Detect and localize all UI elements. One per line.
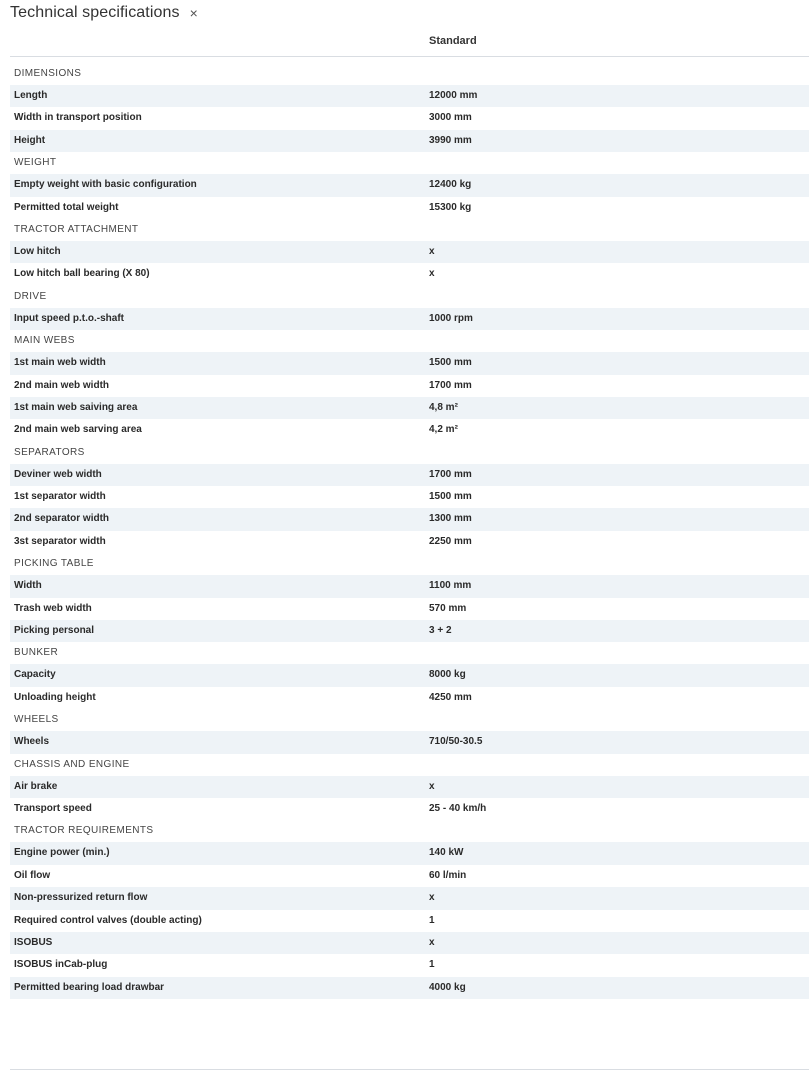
spec-label: Empty weight with basic configuration bbox=[14, 179, 197, 191]
spec-row bbox=[10, 598, 809, 620]
spec-label: Deviner web width bbox=[14, 468, 102, 480]
spec-value: 1100 mm bbox=[429, 580, 472, 592]
spec-row bbox=[10, 531, 809, 553]
spec-row bbox=[10, 174, 809, 196]
spec-value: 1 bbox=[429, 959, 435, 971]
spec-row bbox=[10, 464, 809, 486]
spec-label: ISOBUS bbox=[14, 936, 53, 948]
spec-value: 60 l/min bbox=[429, 869, 467, 881]
spec-label: Low hitch bbox=[14, 245, 61, 257]
bottom-divider bbox=[10, 1069, 809, 1070]
spec-row bbox=[10, 352, 809, 374]
spec-label: Capacity bbox=[14, 669, 56, 681]
spec-row bbox=[10, 508, 809, 530]
spec-row bbox=[10, 887, 809, 909]
panel-header bbox=[0, 0, 809, 26]
spec-value: 710/50-30.5 bbox=[429, 736, 483, 748]
spec-label: Transport speed bbox=[14, 802, 92, 814]
spec-row bbox=[10, 776, 809, 798]
spec-value: 25 - 40 km/h bbox=[429, 802, 487, 814]
spec-row bbox=[10, 85, 809, 107]
spec-row bbox=[10, 241, 809, 263]
close-icon[interactable]: × bbox=[189, 5, 198, 21]
column-header-standard: Standard bbox=[429, 35, 477, 47]
spec-value: 3 + 2 bbox=[429, 625, 452, 637]
spec-row bbox=[10, 954, 809, 976]
spec-sections bbox=[0, 57, 809, 999]
spec-label: Input speed p.t.o.-shaft bbox=[14, 312, 124, 324]
spec-row bbox=[10, 308, 809, 330]
spec-value: 2250 mm bbox=[429, 535, 472, 547]
spec-label: Permitted bearing load drawbar bbox=[14, 981, 165, 993]
spec-value: x bbox=[429, 245, 435, 257]
spec-row bbox=[10, 910, 809, 932]
spec-label: Width bbox=[14, 580, 42, 592]
section-title: WHEELS bbox=[14, 714, 59, 726]
spec-value: 1000 rpm bbox=[429, 312, 473, 324]
spec-value: 8000 kg bbox=[429, 669, 466, 681]
spec-row bbox=[10, 375, 809, 397]
spec-row bbox=[10, 865, 809, 887]
spec-row bbox=[10, 397, 809, 419]
spec-label: 2nd main web width bbox=[14, 379, 110, 391]
spec-row bbox=[10, 263, 809, 285]
spec-row bbox=[10, 620, 809, 642]
spec-row bbox=[10, 419, 809, 441]
spec-label: Low hitch ball bearing (X 80) bbox=[14, 268, 150, 280]
spec-label: Picking personal bbox=[14, 625, 95, 637]
spec-value: 1300 mm bbox=[429, 513, 472, 525]
spec-value: 4,8 m² bbox=[429, 401, 458, 413]
spec-row bbox=[10, 932, 809, 954]
spec-value: 3990 mm bbox=[429, 134, 472, 146]
section-title: TRACTOR ATTACHMENT bbox=[14, 223, 139, 235]
spec-value: 3000 mm bbox=[429, 112, 472, 124]
spec-label: Unloading height bbox=[14, 691, 96, 703]
spec-value: x bbox=[429, 268, 435, 280]
section-title: WEIGHT bbox=[14, 157, 57, 169]
spec-label: Wheels bbox=[14, 736, 50, 748]
spec-label: 1st separator width bbox=[14, 491, 106, 503]
spec-value: x bbox=[429, 936, 435, 948]
spec-row bbox=[10, 664, 809, 686]
spec-value: 15300 kg bbox=[429, 201, 472, 213]
spec-value: 1500 mm bbox=[429, 491, 472, 503]
spec-value: 1 bbox=[429, 914, 435, 926]
section-title: MAIN WEBS bbox=[14, 335, 75, 347]
section-title: PICKING TABLE bbox=[14, 558, 94, 570]
spec-value: 12400 kg bbox=[429, 179, 472, 191]
spec-value: 1500 mm bbox=[429, 357, 472, 369]
spec-value: 570 mm bbox=[429, 602, 467, 614]
section-title: DIMENSIONS bbox=[14, 68, 82, 79]
spec-row bbox=[10, 798, 809, 820]
spec-label: 2nd main web sarving area bbox=[14, 424, 142, 436]
spec-value: 1700 mm bbox=[429, 468, 472, 480]
spec-value: 140 kW bbox=[429, 847, 464, 859]
spec-row bbox=[10, 486, 809, 508]
spec-label: Air brake bbox=[14, 780, 58, 792]
spec-label: 3st separator width bbox=[14, 535, 106, 547]
spec-row bbox=[10, 977, 809, 999]
spec-row bbox=[10, 731, 809, 753]
section-title: BUNKER bbox=[14, 647, 59, 659]
spec-row bbox=[10, 575, 809, 597]
spec-row bbox=[10, 130, 809, 152]
page-title: Technical specifications bbox=[10, 4, 180, 21]
spec-label: Required control valves (double acting) bbox=[14, 914, 202, 926]
spec-value: 1700 mm bbox=[429, 379, 472, 391]
spec-row bbox=[10, 107, 809, 129]
section-title: DRIVE bbox=[14, 290, 47, 302]
spec-value: x bbox=[429, 892, 435, 904]
spec-value: x bbox=[429, 780, 435, 792]
spec-label: 2nd separator width bbox=[14, 513, 110, 525]
spec-row bbox=[10, 197, 809, 219]
spec-row bbox=[10, 842, 809, 864]
section-title: TRACTOR REQUIREMENTS bbox=[14, 825, 154, 837]
spec-label: Oil flow bbox=[14, 869, 51, 881]
spec-label: Height bbox=[14, 134, 46, 146]
section-title: CHASSIS AND ENGINE bbox=[14, 758, 130, 770]
spec-value: 4250 mm bbox=[429, 691, 472, 703]
spec-label: Length bbox=[14, 90, 48, 101]
spec-value: 12000 mm bbox=[429, 90, 478, 101]
spec-label: Width in transport position bbox=[14, 112, 142, 124]
section-title: SEPARATORS bbox=[14, 446, 85, 458]
spec-label: ISOBUS inCab-plug bbox=[14, 959, 108, 971]
spec-value: 4,2 m² bbox=[429, 424, 458, 436]
column-header-row bbox=[10, 26, 809, 57]
spec-label: 1st main web saiving area bbox=[14, 401, 138, 413]
spec-label: 1st main web width bbox=[14, 357, 106, 369]
spec-label: Engine power (min.) bbox=[14, 847, 110, 859]
spec-label: Permitted total weight bbox=[14, 201, 119, 213]
spec-label: Trash web width bbox=[14, 602, 92, 614]
spec-label: Non-pressurized return flow bbox=[14, 892, 148, 904]
spec-row bbox=[10, 687, 809, 709]
spec-value: 4000 kg bbox=[429, 981, 466, 993]
